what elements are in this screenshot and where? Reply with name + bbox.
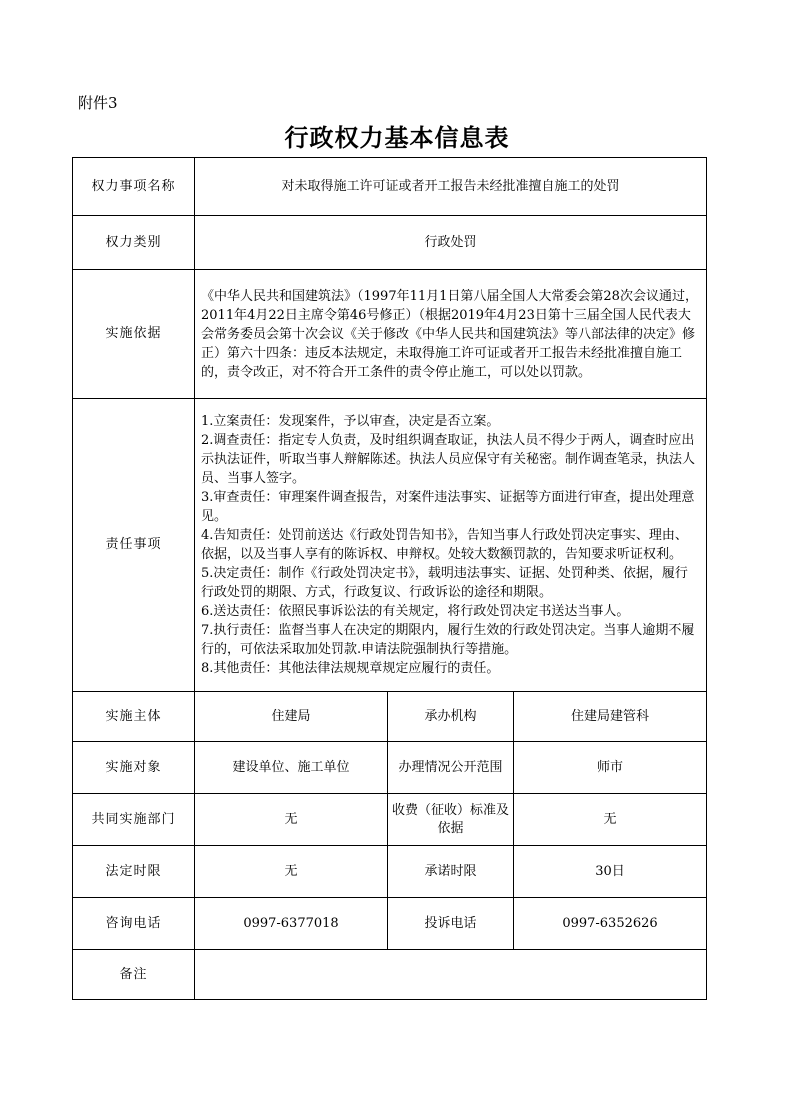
- joint-dept-label: 共同实施部门: [73, 794, 195, 846]
- inquiry-phone-value: 0997-6377018: [195, 898, 388, 950]
- attachment-label: 附件3: [78, 94, 118, 112]
- promised-deadline-label: 承诺时限: [388, 846, 514, 898]
- disclosure-scope-label: 办理情况公开范围: [388, 742, 514, 794]
- agency-value: 住建局建管科: [514, 692, 707, 742]
- power-type-label: 权力类别: [73, 216, 195, 270]
- responsibility-item: 3.审查责任：审理案件调查报告，对案件违法事实、证据等方面进行审查，提出处理意见。: [201, 490, 695, 524]
- complaint-phone-value: 0997-6352626: [514, 898, 707, 950]
- remarks-value: [195, 950, 707, 1000]
- row-responsibility: [73, 399, 707, 692]
- responsibility-item: 5.决定责任：制作《行政处罚决定书》，载明违法事实、证据、处罚种类、依据，履行行政处罚的期限、方式，行政复议、行政诉讼的途径和期限。: [201, 566, 688, 600]
- row-basis: [73, 270, 707, 399]
- row-phone: [73, 898, 707, 950]
- responsibility-value: [195, 399, 707, 692]
- basis-value: 《中华人民共和国建筑法》（1997年11月1日第八届全国人大常委会第28次会议通过，2011年4月22日主席令第46号修正）（根据2019年4月23日第十三届全国人民代表大会常务委员会第十次会议《关于修改《中华人民共和国建筑法》等八部法律的决定》修正）第六十四条：违反本法规定，未取得施工许可证或者开工报告未经批准擅自施工的，责令改正，对不符合开工条件的责令停止施工，可以处以罚款。: [195, 270, 707, 399]
- fee-standard-label: 收费（征收）标准及依据: [388, 794, 514, 846]
- responsibility-item: 6.送达责任：依照民事诉讼法的有关规定，将行政处罚决定书送达当事人。: [201, 604, 630, 619]
- row-target: [73, 742, 707, 794]
- complaint-phone-label: 投诉电话: [388, 898, 514, 950]
- page-title: 行政权力基本信息表: [284, 123, 510, 152]
- subject-label: 实施主体: [73, 692, 195, 742]
- agency-label: 承办机构: [388, 692, 514, 742]
- subject-value: 住建局: [195, 692, 388, 742]
- row-joint: [73, 794, 707, 846]
- row-remarks: [73, 950, 707, 1000]
- target-label: 实施对象: [73, 742, 195, 794]
- responsibility-item: 1.立案责任：发现案件，予以审查，决定是否立案。: [201, 414, 500, 429]
- responsibility-item: 7.执行责任：监督当事人在决定的期限内，履行生效的行政处罚决定。当事人逾期不履行的，可依法采取加处罚款.申请法院强制执行等措施。: [201, 623, 695, 657]
- inquiry-phone-label: 咨询电话: [73, 898, 195, 950]
- joint-dept-value: 无: [195, 794, 388, 846]
- promised-deadline-value: 30日: [514, 846, 707, 898]
- remarks-label: 备注: [73, 950, 195, 1000]
- legal-deadline-value: 无: [195, 846, 388, 898]
- target-value: 建设单位、施工单位: [195, 742, 388, 794]
- responsibility-item: 8.其他责任：其他法律法规规章规定应履行的责任。: [201, 661, 500, 676]
- basis-label: 实施依据: [73, 270, 195, 399]
- row-power-name: [73, 158, 707, 216]
- disclosure-scope-value: 师市: [514, 742, 707, 794]
- info-table: [72, 157, 707, 1000]
- legal-deadline-label: 法定时限: [73, 846, 195, 898]
- responsibility-item: 2.调查责任：指定专人负责，及时组织调查取证，执法人员不得少于两人，调查时应出示执法证件，听取当事人辩解陈述。执法人员应保守有关秘密。制作调查笔录，执法人员、当事人签字。: [201, 433, 696, 486]
- row-deadline: [73, 846, 707, 898]
- responsibility-item: 4.告知责任：处罚前送达《行政处罚告知书》，告知当事人行政处罚决定事实、理由、依据，以及当事人享有的陈诉权、申辩权。处较大数额罚款的，告知要求听证权利。: [201, 528, 688, 562]
- fee-standard-value: 无: [514, 794, 707, 846]
- power-name-value: 对未取得施工许可证或者开工报告未经批准擅自施工的处罚: [195, 158, 707, 216]
- responsibility-label: 责任事项: [73, 399, 195, 692]
- row-power-type: [73, 216, 707, 270]
- row-subject: [73, 692, 707, 742]
- power-type-value: 行政处罚: [195, 216, 707, 270]
- power-name-label: 权力事项名称: [73, 158, 195, 216]
